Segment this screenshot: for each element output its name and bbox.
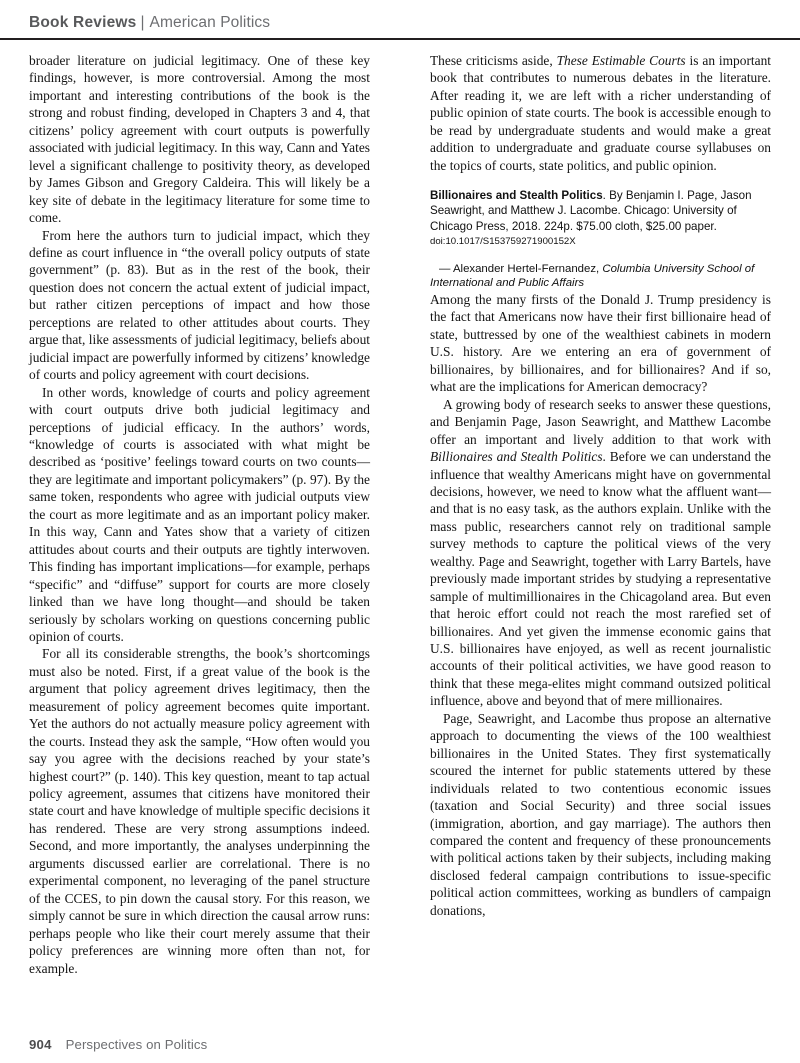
reviewer-name: Alexander Hertel-Fernandez, [452,262,603,275]
running-head-section: Book Reviews [29,14,137,31]
paragraph: Page, Seawright, and Lacombe thus propose an alternative approach to documenting the views of the 100 wealthiest billionaires in the United States. They first systematically scoured the internet for public statements uttered by these individuals related to two contentious economic issues (taxation and Social Security) and three social issues (immigration, abortion, and gay marriage). The authors then compared the content and frequency of these pronouncements with political actions taken by their subjects, including making disclosed federal campaign contributions to issue-specific political action committees, working as bundlers of campaign donations, [430,710,771,918]
page-footer [29,1036,771,1056]
paragraph: In other words, knowledge of courts and policy agreement with court outputs drive both judicial legitimacy and perceptions of judicial efficacy. In the authors’ words, “knowledge of courts is associated with what might be described as ‘positive’ feelings toward courts on two counts—they are legitimate and important policymakers” (p. 97). By the same token, respondents who agree with judicial outputs view the court as more legitimate and as an important policy maker. In this way, Cann and Yates show that a variety of citizen attitudes about courts and their outputs are tightly interwoven. This finding has important implications—for example, perhaps “specific” and “diffuse” support for courts are more closely linked than we have long thought—and should be taken seriously by scholars working on questions concerning public opinion of courts. [29,384,370,644]
paragraph [430,52,771,174]
paragraph: Among the many firsts of the Donald J. Trump presidency is the fact that Americans now have their first billionaire head of state, buttressed by one of the wealthiest cabinets in modern U.S. history. Are we entering an era of government of billionaires, by billionaires, and for billionaires? And if so, what are the implications for American democracy? [430,291,771,395]
em-dash: — [439,262,453,275]
body-columns [29,52,771,1014]
book-citation [430,188,771,234]
book-title-italic: These Estimable Courts [556,53,686,68]
column-left [29,52,370,1014]
journal-name: Perspectives on Politics [65,1037,208,1052]
column-right [430,52,771,1014]
reviewer-attribution [430,262,771,291]
page-number: 904 [29,1037,52,1052]
header-divider [0,38,800,40]
running-head-subject: American Politics [149,14,271,31]
running-head-separator: | [140,14,145,31]
text-run: . Before we can understand the influence that wealthy Americans might have on governmental decisions, however, we need to know what the affluent want—and that is no easy task, as the authors explain. Unlike with the mass public, researchers cannot rely on traditional sample survey methods to capture the political views of the very wealthy. Page and Seawright, together with Larry Bartels, have previously made important strides by studying a representative sample of multimillionaires in the Chicagoland area. But even that heroic effort could not reach the most rarefied set of billionaires. And yet given the immense economic gains that U.S. billionaires have enjoyed, as well as recent journalistic accounts of their political activities, we have good reason to think that these mega-elites might command outsized political influence, above and beyond that of mere millionaires. [430,449,772,709]
text-run: These criticisms aside, [430,53,557,68]
book-title: Billionaires and Stealth Politics [430,189,603,203]
book-citation-details: . By Benjamin I. Page, Jason Seawright, and Matthew J. Lacombe. Chicago: University of Chicago Press, 2018. 224p. $75.00 cloth, $25.00 paper. [430,189,752,233]
paragraph: From here the authors turn to judicial impact, which they define as court influence in “the overall policy outputs of state government” (p. 83). But as in the rest of the book, their question does not concern the actual extent of judicial impact, but rather citizen perceptions of impact and how those perceptions are related to other attitudes about courts. They argue that, like assessments of judicial legitimacy, beliefs about judicial impact are powerfully informed by citizens’ knowledge of courts and policy agreement with court decisions. [29,227,370,383]
reviewer-affiliation: Columbia University School of International and Public Affairs [430,262,755,290]
paragraph: For all its considerable strengths, the book’s shortcomings must also be noted. First, if a great value of the book is the argument that policy agreement drives legitimacy, then the measurement of policy agreement becomes quite important. Yet the authors do not actually measure policy agreement with the courts. Instead they ask the sample, “How often would you say you agree with the decisions reached by your state’s highest court?” (p. 140). This key question, meant to tap actual policy agreement, assumes that citizens have monitored their state court and have knowledge of multiple specific decisions it has rendered. These are very strong assumptions indeed. Second, and more importantly, the analyses underpinning the arguments discussed earlier are correlational. There is no experimental component, no leveraging of the panel structure of the CCES, to pin down the causal story. For this reason, we simply cannot be sure in which direction the causal arrow runs: perhaps people who like their court merely assume that their policy preferences are winning more often than not, for example. [29,646,370,976]
paragraph [430,396,771,710]
running-head [29,13,771,35]
doi-line[interactable]: doi:10.1017/S153759271900152X [430,235,576,247]
book-title-italic: Billionaires and Stealth Politics [430,449,603,465]
text-run: is an important book that contributes to numerous debates in the literature. After reading it, we are left with a richer understanding of public opinion of state courts. The book is accessible enough to be read by undergraduate students and would make a great addition to undergraduate and graduate course syllabuses on the topics of courts, state politics, and public opinion. [430,53,771,173]
paragraph: broader literature on judicial legitimacy. One of these key findings, however, is more controversial. Among the most important and interesting contributions of the book is the strong and robust finding, developed in Chapters 3 and 4, that citizens’ policy agreement with court outputs is powerfully associated with judicial legitimacy. In this way, Cann and Yates level a significant challenge to positivity theory, as developed by James Gibson and Gregory Caldeira. This will likely be a key site of debate in the legitimacy literature for some time to come. [29,53,370,226]
text-run: A growing body of research seeks to answer these questions, and Benjamin Page, Jason Seawright, and Matthew Lacombe offer an important and lively addition to that work with [430,396,771,447]
